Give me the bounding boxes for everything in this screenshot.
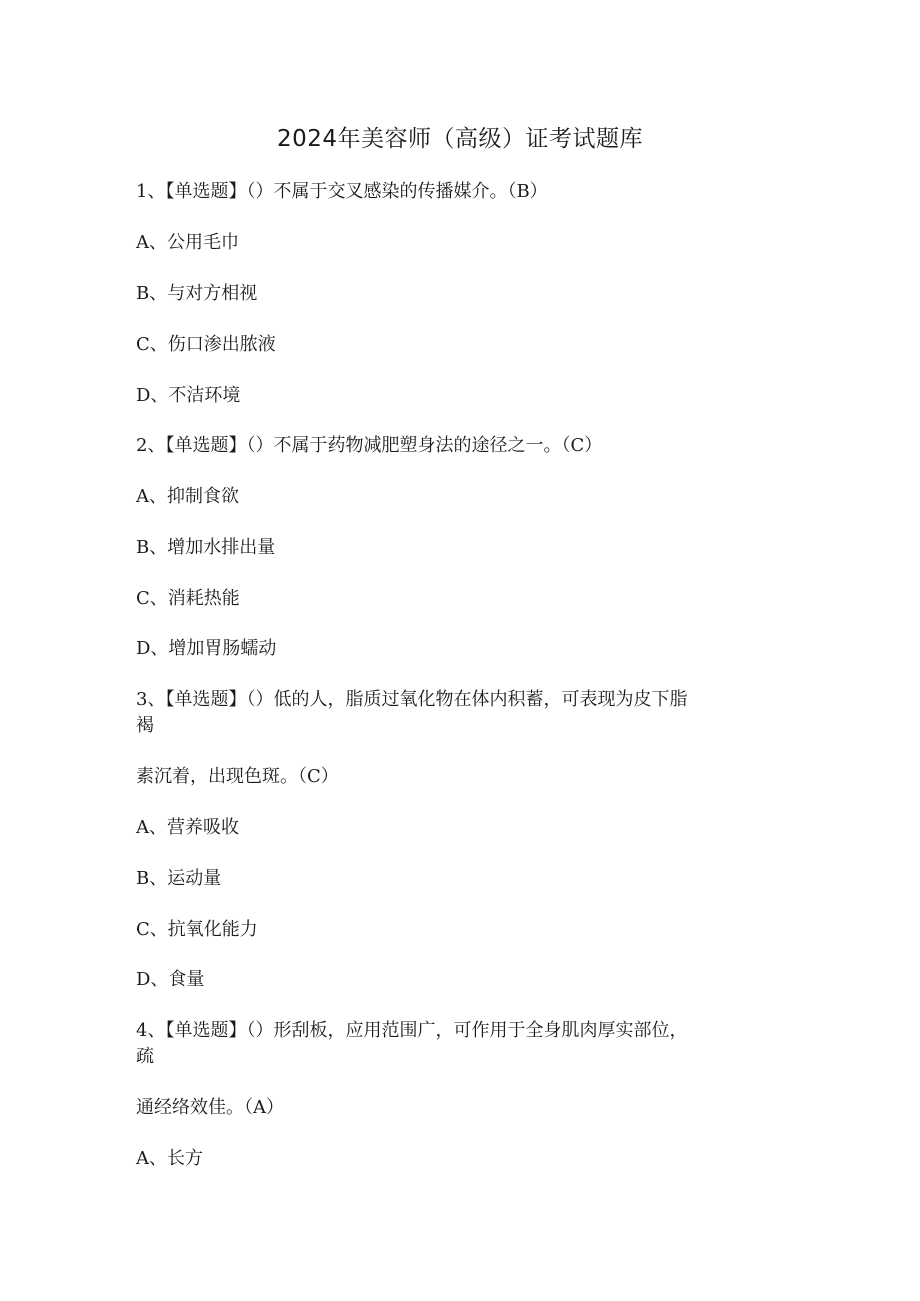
question-2-option-a: A、抑制食欲 — [136, 486, 239, 507]
question-3-stem-wrap: 褐 — [136, 715, 154, 736]
question-3-option-b: B、运动量 — [136, 868, 222, 889]
question-1-stem: 1、【单选题】（）不属于交叉感染的传播媒介。（B） — [136, 181, 548, 202]
question-4-option-a: A、长方 — [136, 1148, 203, 1169]
question-2-option-b: B、增加水排出量 — [136, 537, 276, 558]
question-3-option-a: A、营养吸收 — [136, 817, 239, 838]
question-3-stem-continued: 素沉着，出现色斑。（C） — [136, 766, 339, 787]
question-1-option-d: D、不洁环境 — [136, 385, 241, 406]
page-title: 2024年美容师（高级）证考试题库 — [276, 126, 644, 152]
question-2-option-d: D、增加胃肠蠕动 — [136, 638, 277, 659]
question-4-stem-continued: 通经络效佳。（A） — [136, 1097, 284, 1118]
question-1-option-b: B、与对方相视 — [136, 283, 258, 304]
question-4-stem: 4、【单选题】（）形刮板，应用范围广，可作用于全身肌肉厚实部位， — [136, 1020, 688, 1041]
question-2-option-c: C、消耗热能 — [136, 588, 240, 609]
question-3-option-c: C、抗氧化能力 — [136, 919, 258, 940]
question-1-option-a: A、公用毛巾 — [136, 232, 239, 253]
question-4-stem-wrap: 疏 — [136, 1046, 154, 1067]
question-3-option-d: D、食量 — [136, 969, 205, 990]
question-2-stem: 2、【单选题】（）不属于药物减肥塑身法的途径之一。（C） — [136, 435, 603, 456]
question-3-stem: 3、【单选题】（）低的人，脂质过氧化物在体内积蓄，可表现为皮下脂 — [136, 689, 688, 710]
question-1-option-c: C、伤口渗出脓液 — [136, 334, 276, 355]
